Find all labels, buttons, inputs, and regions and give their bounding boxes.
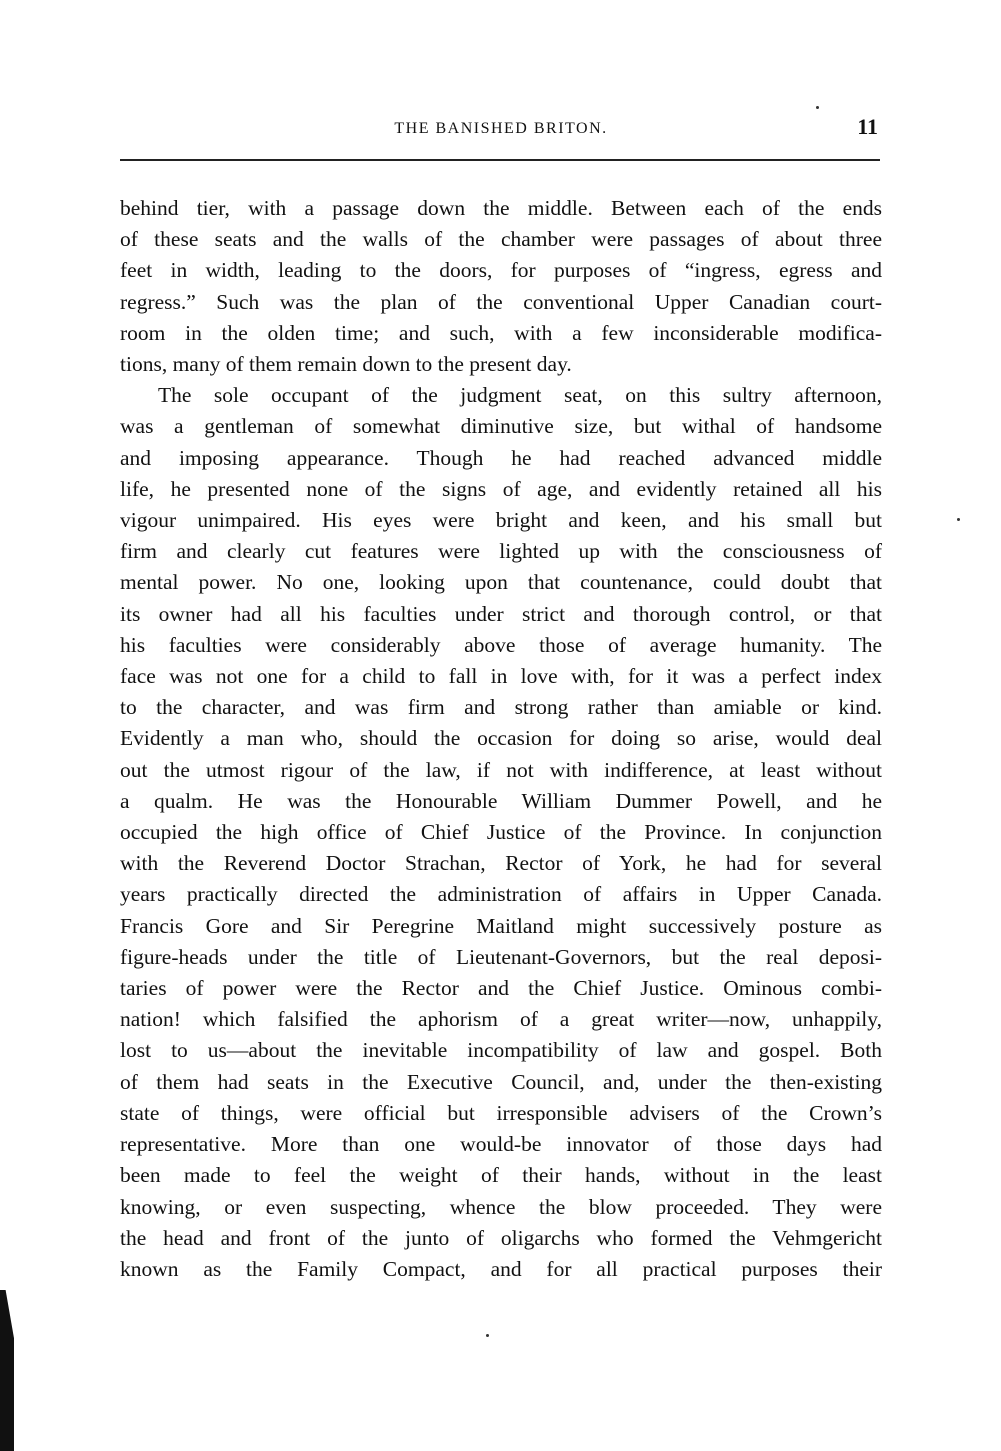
text-line: lost to us—about the inevitable incompatibility of law and gospel. Both [120,1038,882,1063]
text-line: figure-heads under the title of Lieutenant-Governors, but the real deposi- [120,944,882,969]
text-line: out the utmost rigour of the law, if not with indifference, at least without [120,757,882,782]
text-line: room in the olden time; and such, with a few inconsiderable modifica- [120,320,882,345]
paragraph [120,193,882,380]
text-line: nation! which falsified the aphorism of a great writer—now, unhappily, [120,1007,882,1032]
text-line: a qualm. He was the Honourable William Dummer Powell, and he [120,788,882,813]
text-line: tions, many of them remain down to the present day. [120,352,572,377]
text-line: feet in width, leading to the doors, for purposes of “ingress, egress and [120,258,882,283]
running-head-title: THE BANISHED BRITON. [394,120,608,137]
text-line: of them had seats in the Executive Council, and, under the then-existing [120,1069,882,1094]
text-line: been made to feel the weight of their hands, without in the least [120,1163,882,1188]
text-line: to the character, and was firm and strong rather than amiable or kind. [120,695,882,720]
text-line: of these seats and the walls of the chamber were passages of about three [120,227,882,252]
text-line: taries of power were the Rector and the Chief Justice. Ominous combi- [120,976,882,1001]
body-text [120,193,882,1285]
scan-speck [486,1334,489,1337]
text-line: with the Reverend Doctor Strachan, Rector of York, he had for several [120,851,882,876]
text-line: regress.” Such was the plan of the conventional Upper Canadian court- [120,289,882,314]
header-rule [120,159,880,161]
running-head [120,114,882,142]
text-line: mental power. No one, looking upon that countenance, could doubt that [120,570,882,595]
text-line: and imposing appearance. Though he had reached advanced middle [120,445,882,470]
text-line: representative. More than one would-be innovator of those days had [120,1132,882,1157]
text-line: knowing, or even suspecting, whence the blow proceeded. They were [120,1194,882,1219]
paragraph [120,380,882,1285]
text-line: the head and front of the junto of oligarchs who formed the Vehmgericht [120,1225,882,1250]
scan-edge-mark [0,1290,14,1451]
text-line: Evidently a man who, should the occasion for doing so arise, would deal [120,726,882,751]
text-line: The sole occupant of the judgment seat, on this sultry afternoon, [158,383,882,408]
page-number: 11 [857,114,878,139]
text-line: state of things, were official but irresponsible advisers of the Crown’s [120,1100,882,1125]
text-line: behind tier, with a passage down the middle. Between each of the ends [120,196,882,220]
text-line: face was not one for a child to fall in love with, for it was a perfect index [120,664,882,689]
text-line: life, he presented none of the signs of age, and evidently retained all his [120,476,882,501]
scan-speck [957,518,960,521]
text-line: was a gentleman of somewhat diminutive size, but withal of handsome [120,414,882,439]
scan-speck [816,106,819,109]
text-line: its owner had all his faculties under strict and thorough control, or that [120,601,882,626]
text-line: occupied the high office of Chief Justice of the Province. In conjunction [120,820,882,845]
text-line: his faculties were considerably above those of average humanity. The [120,632,882,657]
text-line: firm and clearly cut features were lighted up with the consciousness of [120,539,882,564]
text-line: vigour unimpaired. His eyes were bright and keen, and his small but [120,508,882,533]
text-line: years practically directed the administration of affairs in Upper Canada. [120,882,882,907]
text-line: Francis Gore and Sir Peregrine Maitland might successively posture as [120,913,882,938]
text-line: known as the Family Compact, and for all practical purposes their [120,1256,882,1281]
